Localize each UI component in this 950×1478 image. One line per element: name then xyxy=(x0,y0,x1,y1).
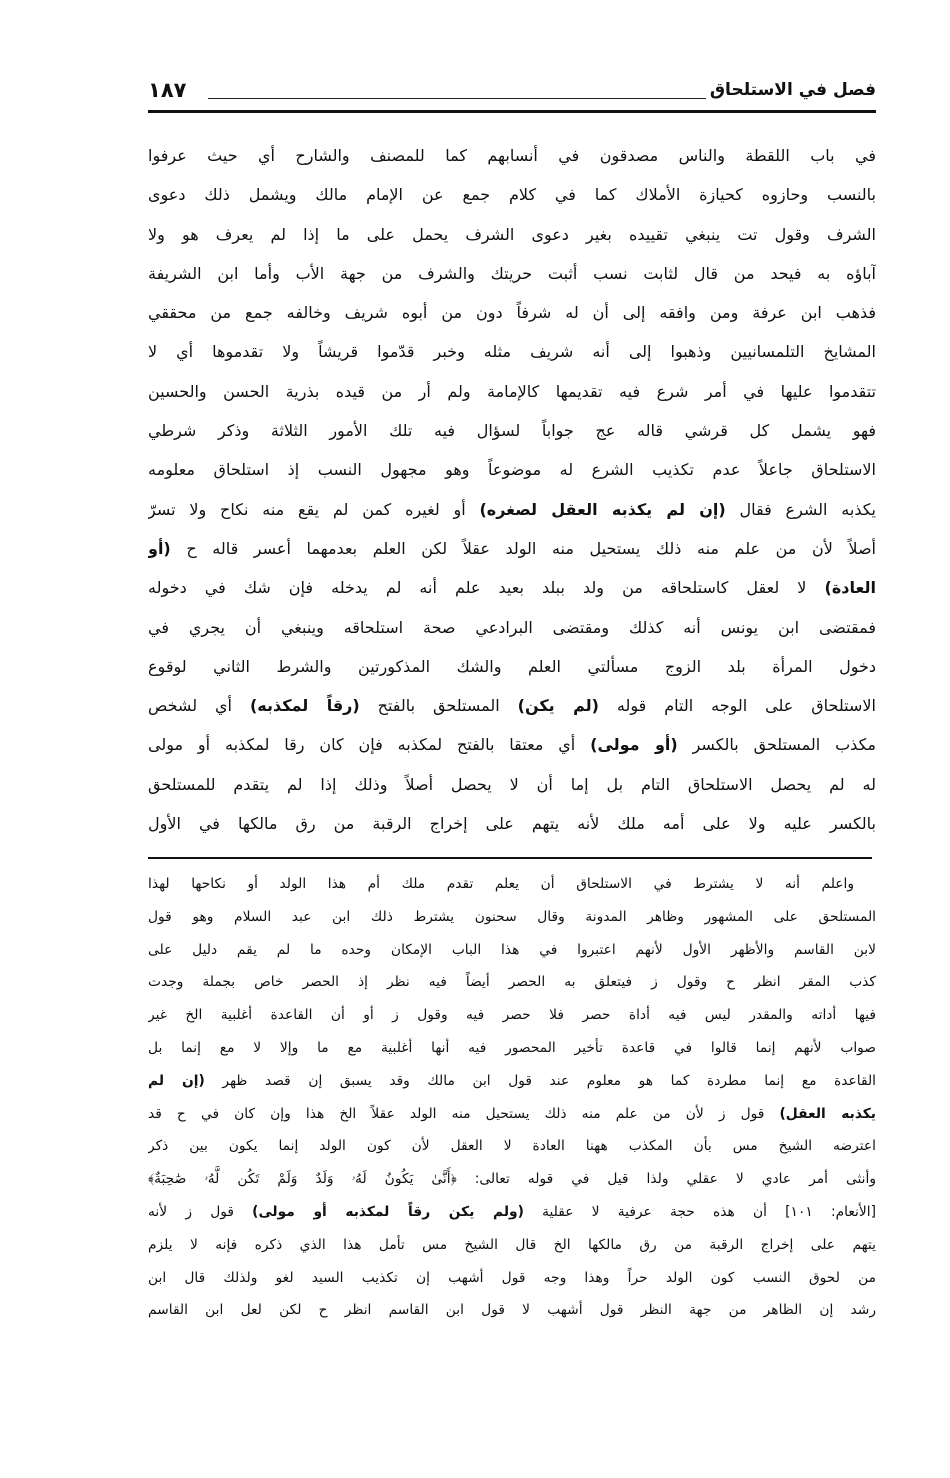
header-rule xyxy=(148,110,876,113)
text-segment: واعلم أنه لا يشترط في الاستلحاق أن يعلم تقدم ملك أم هذا الولد أو نكاحها لهذا xyxy=(148,876,854,892)
footnote-line xyxy=(148,1163,876,1196)
page-header xyxy=(148,78,876,110)
text-segment: بالنسب وحازوه كحيازة الأملاك كما في كلام جمع عن الإمام مالك ويشمل ذلك دعوى xyxy=(148,185,876,205)
bold-quote: العادة) xyxy=(824,578,876,598)
text-segment: اعترضه الشيخ مس بأن المكذب ههنا العادة لا العقل لأن كون الولد إنما يكون بين ذكر xyxy=(148,1138,876,1155)
text-segment: الاستلحاق جاعلاً عدم تكذيب الشرع له موضوعاً وهو مجهول النسب إذ استلحاق معلومه xyxy=(148,460,876,480)
text-segment: المستلحق بالفتح xyxy=(359,696,518,716)
footnote-line xyxy=(148,1032,876,1065)
text-line xyxy=(148,686,876,725)
text-segment: مكذب المستلحق بالكسر xyxy=(677,735,876,755)
text-segment: الاستلحاق على الوجه التام قوله xyxy=(598,696,876,716)
text-segment: وأنثى أمر عادي لا عقلي ولذا قيل في قوله تعالى: xyxy=(456,1171,876,1188)
text-segment: بالكسر عليه ولا على أمه ملك لأنه يتهم على إخراج الرقبة من رق مالكها في الأول xyxy=(148,814,876,834)
text-segment: المستلحق على المشهور وظاهر المدونة وقال سحنون يشترط ذلك ابن عبد السلام وهو قول xyxy=(148,908,876,925)
text-segment: فمقتضى ابن يونس أنه كذلك ومقتضى البرادعي صحة استلحاقه وينبغي أن يجري في xyxy=(148,617,876,637)
page-number: ١٨٧ xyxy=(148,78,187,102)
footnotes xyxy=(148,868,876,1327)
footnote-line xyxy=(148,868,876,901)
text-line xyxy=(148,804,876,843)
footnote-separator xyxy=(148,857,872,859)
footnote-line xyxy=(148,1065,876,1098)
text-segment: رشد إن الظاهر من جهة النظر قول أشهب لا قول ابن القاسم انظر ح لكن لعل ابن القاسم xyxy=(148,1302,876,1319)
text-segment: أو لغيره كمن لم يقع منه نكاح ولا تسرّ xyxy=(148,499,480,519)
text-segment: لا لعقل كاستلحاقه من ولد ببلد بعيد علم أنه لم يدخله فإن شك في دخوله xyxy=(148,578,825,598)
text-segment: يتهم على إخراج الرقبة من رق مالكها الخ قال الشيخ مس تأمل هذا الذي ذكره فإنه لا يلزم xyxy=(148,1236,876,1253)
text-segment: أي لشخص xyxy=(148,696,250,716)
text-segment: له لم يحصل الاستلحاق التام بل إما أن لا يحصل أصلاً وذلك إذا لم يتقدم للمستلحق xyxy=(148,774,876,794)
bold-quote: (لم يكن) xyxy=(517,696,599,716)
text-segment: آباؤه به فيحد من قال لثابت نسب أثبت حريتك والشرف من جهة الأب وأما ابن الشريفة xyxy=(148,263,876,283)
bold-quote: (إن لم يكذبه العقل لصغره) xyxy=(479,499,726,519)
bold-quote: (أو مولى) xyxy=(590,735,678,755)
text-line xyxy=(148,529,876,568)
footnote-line xyxy=(148,1229,876,1262)
text-segment: ﴿أَنَّىٰ يَكُونُ لَهُۥ وَلَدٌ وَلَمْ تَكُن لَّهُۥ صَٰحِبَةٌ﴾ xyxy=(148,1171,457,1188)
text-segment: الشرف وقول تت ينبغي تقييده بغير دعوى الشرف يحمل على ما إذا لم يعرف هو ولا xyxy=(148,224,876,244)
text-line xyxy=(148,765,876,804)
text-segment: فهو يشمل كل قرشي قاله عج جواباً لسؤال فيه تلك الأمور الثلاثة وذكر شرطي xyxy=(148,421,876,441)
footnote-line xyxy=(148,1294,876,1327)
footnote-line xyxy=(148,1196,876,1229)
text-segment: المشايخ التلمسانيين وذهبوا إلى أنه شريف مثله وخبر قدّموا قريشاً ولا تقدموها أي لا xyxy=(148,342,876,362)
text-line xyxy=(148,175,876,214)
text-segment: فيها أداته والمقدر ليس فيه أداة حصر فلا حصر فيه وقول ز أو أن القاعدة أغلبية الخ غير xyxy=(148,1007,876,1024)
text-segment: أي معتقا بالفتح لمكذبه فإن كان رقا لمكذبه أو مولى xyxy=(148,735,591,755)
footnote-line xyxy=(148,966,876,999)
text-line xyxy=(148,332,876,371)
bold-quote: يكذبه العقل) xyxy=(779,1105,876,1122)
text-line xyxy=(148,411,876,450)
bold-quote: (رقاً لمكذبه) xyxy=(249,696,360,716)
text-segment: دخول المرأة بلد الزوج مسألتي العلم والشك المذكورتين والشرط الثاني لوقوع xyxy=(148,656,876,676)
text-line xyxy=(148,608,876,647)
text-segment: يكذبه الشرع فقال xyxy=(725,499,876,519)
text-line xyxy=(148,450,876,489)
text-line xyxy=(148,293,876,332)
bold-quote: (إن لم xyxy=(148,1072,205,1089)
bold-quote: (ولم يكن رقاً لمكذبه أو مولى) xyxy=(252,1203,524,1220)
text-line xyxy=(148,568,876,607)
text-segment: في باب اللقطة والناس مصدقون في أنسابهم كما للمصنف والشارح أي حيث عرفوا xyxy=(148,146,876,165)
text-segment: تتقدموا عليها في أمر شرع فيه تقديمها كالإمامة ولم أر من قيده بذرية الحسن والحسين xyxy=(148,381,876,401)
text-line xyxy=(148,372,876,411)
text-line xyxy=(148,725,876,764)
text-segment: قول ز لأنه xyxy=(148,1203,253,1220)
text-line xyxy=(148,136,876,175)
text-segment: فذهب ابن عرفة ومن وافقه إلى أن له شرفاً دون من أبوه شريف وخالفه جمع من محققي xyxy=(148,303,876,323)
text-segment: القاعدة مع إنما مطردة كما هو معلوم عند قول ابن مالك وقد يسبق إن قصد ظهر xyxy=(204,1072,876,1089)
footnote-line xyxy=(148,999,876,1032)
text-line xyxy=(148,254,876,293)
main-text xyxy=(148,136,876,843)
text-segment: لابن القاسم والأظهر الأول لأنهم اعتبروا في هذا الباب الإمكان وحده ما لم يقم دليل على xyxy=(148,941,876,958)
footnote-line xyxy=(148,901,876,934)
text-line xyxy=(148,215,876,254)
footnote-line xyxy=(148,1098,876,1131)
text-segment: كذب المقر انظر ح وقول ز فيتعلق به الحصر أيضاً فيه نظر إذ الحصر خاص بجملة وجدت xyxy=(148,974,876,991)
bold-quote: (أو xyxy=(148,538,171,558)
footnote-line xyxy=(148,1130,876,1163)
text-segment: صواب لأنهم إنما قالوا في قاعدة تأخير المحصور فيه أنها أغلبية مع ما وإلا لا مع إنما بل xyxy=(148,1039,876,1056)
running-title: فصل في الاستلحاق xyxy=(709,80,876,100)
text-segment: قول ز لأن من علم منه ذلك يستحيل منه الولد عقلاً الخ هذا وإن كان في ح قد xyxy=(148,1105,780,1122)
footnote-line xyxy=(148,934,876,967)
text-segment: أصلاً لأن من علم منه ذلك يستحيل منه الولد عقلاً لكن العلم بعدمهما أعسر قاله ح xyxy=(170,538,876,558)
text-line xyxy=(148,490,876,529)
footnote-line xyxy=(148,1262,876,1295)
text-line xyxy=(148,647,876,686)
text-segment: من لحوق النسب كون الولد حراً وهذا وجه قول أشهب إن تكذيب السيد لغو ولذلك قال ابن xyxy=(148,1269,876,1286)
text-segment: [الأنعام: ١٠١] أن هذه حجة عرفية لا عقلية xyxy=(523,1203,876,1220)
header-leader-line xyxy=(208,98,706,99)
